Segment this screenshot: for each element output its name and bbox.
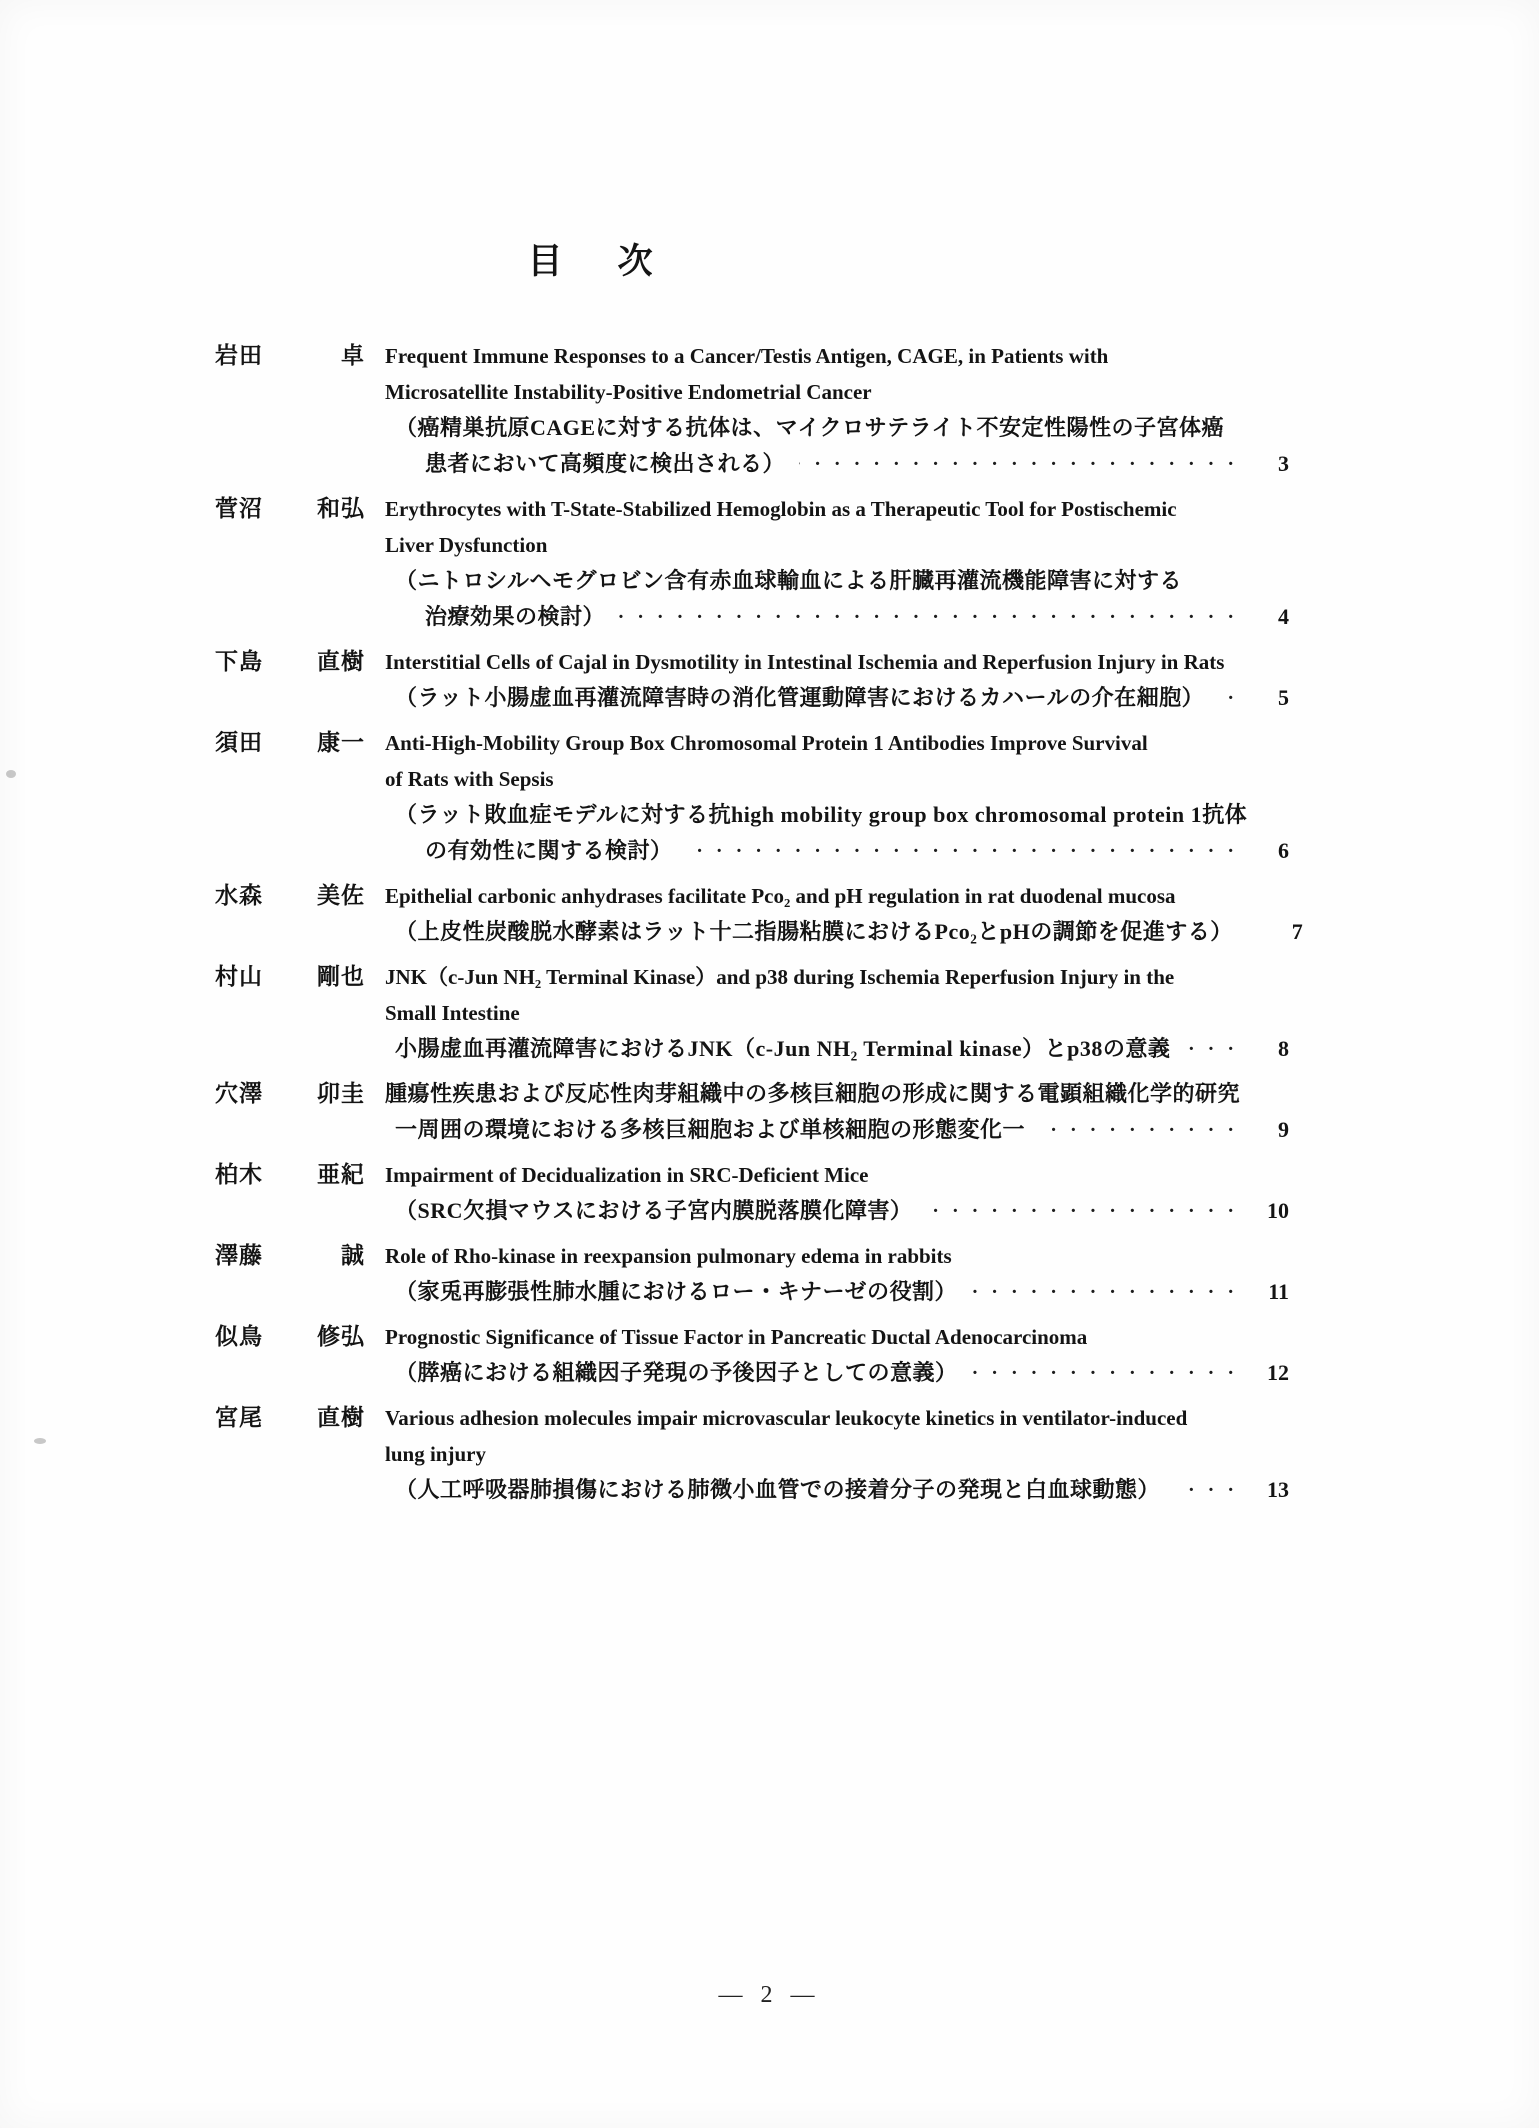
author-name-part: 亜紀 [317, 1162, 365, 1187]
entry-line-text: （ラット敗血症モデルに対する抗high mobility group box chromosomal protein 1抗体 [395, 802, 1248, 827]
entry-line-text: Liver Dysfunction [385, 533, 548, 557]
dot-leader [1218, 680, 1247, 716]
author-name-part: 卓 [341, 343, 365, 368]
page-number: 10 [1267, 1198, 1289, 1223]
entry-content [385, 878, 1303, 950]
author-name-part: 美佐 [317, 883, 365, 908]
toc-list [0, 338, 1539, 1508]
footer-page-number: — 2 — [718, 1982, 821, 2008]
entry-line-text: Anti-High-Mobility Group Box Chromosomal Protein 1 Antibodies Improve Survival [385, 731, 1148, 755]
dot-leader [619, 599, 1247, 635]
author-name-part: 直樹 [317, 1405, 365, 1430]
author-name-part: 菅沼 [215, 496, 263, 521]
toc-entry [215, 878, 1303, 950]
entry-line [385, 914, 1303, 950]
author-name-part: 柏木 [215, 1162, 263, 1187]
toc-entry [215, 1157, 1289, 1229]
author-name [215, 725, 365, 761]
entry-line [385, 1193, 1289, 1229]
author-name [215, 1157, 365, 1193]
entry-content [385, 1400, 1289, 1508]
entry-line-text: of Rats with Sepsis [385, 767, 554, 791]
page-number: 13 [1267, 1477, 1289, 1502]
entry-line [385, 1355, 1289, 1391]
entry-line [385, 491, 1289, 527]
toc-entry [215, 644, 1289, 716]
author-name [215, 1400, 365, 1436]
author-name-part: 須田 [215, 730, 263, 755]
entry-line [385, 599, 1289, 635]
page-number: 11 [1268, 1279, 1289, 1304]
entry-content [385, 1238, 1289, 1310]
entry-line-text: 一周囲の環境における多核巨細胞および単核細胞の形態変化一 [395, 1117, 1026, 1142]
entry-content [385, 338, 1289, 482]
entry-content [385, 1157, 1289, 1229]
entry-line [385, 995, 1289, 1031]
entry-line-text: Frequent Immune Responses to a Cancer/Testis Antigen, CAGE, in Patients with [385, 344, 1109, 368]
dot-leader [926, 1193, 1247, 1229]
page-number: 5 [1278, 685, 1289, 710]
author-name-part: 修弘 [317, 1324, 365, 1349]
entry-content [385, 491, 1289, 635]
author-name [215, 491, 365, 527]
toc-entry [215, 1238, 1289, 1310]
author-name-part: 似鳥 [215, 1324, 263, 1349]
dot-leader [1247, 914, 1261, 950]
entry-line [385, 338, 1289, 374]
toc-entry [215, 1319, 1289, 1391]
entry-line [385, 563, 1289, 599]
entry-line [385, 1031, 1289, 1067]
entry-line [385, 725, 1289, 761]
entry-line-text: Microsatellite Instability-Positive Endometrial Cancer [385, 380, 872, 404]
entry-line-text: Impairment of Decidualization in SRC-Deficient Mice [385, 1163, 869, 1187]
entry-line [385, 644, 1289, 680]
author-name [215, 878, 365, 914]
author-name-part: 水森 [215, 883, 263, 908]
scan-artifact [34, 1438, 46, 1444]
entry-line [385, 527, 1289, 563]
entry-line [385, 446, 1289, 482]
entry-line [385, 797, 1289, 833]
entry-line-text: Epithelial carbonic anhydrases facilitate Pco₂ and pH regulation in rat duodenal mucosa [385, 884, 1176, 908]
entry-line-text: （ニトロシルヘモグロビン含有赤血球輸血による肝臓再灌流機能障害に対する [395, 568, 1182, 593]
entry-line-text: Erythrocytes with T-State-Stabilized Hemoglobin as a Therapeutic Tool for Postischemic [385, 497, 1177, 521]
entry-line [385, 761, 1289, 797]
author-name-part: 村山 [215, 964, 263, 989]
entry-line [385, 1319, 1289, 1355]
entry-content [385, 644, 1289, 716]
page-number: 6 [1278, 838, 1289, 863]
entry-line-text: （膵癌における組織因子発現の予後因子としての意義） [395, 1360, 958, 1385]
author-name-part: 穴澤 [215, 1081, 263, 1106]
author-name-part: 直樹 [317, 649, 365, 674]
entry-line-text: の有効性に関する検討） [425, 838, 673, 863]
entry-line-text: （ラット小腸虚血再灌流障害時の消化管運動障害におけるカハールの介在細胞） [395, 685, 1205, 710]
entry-content [385, 725, 1289, 869]
entry-line [385, 1076, 1289, 1112]
entry-line [385, 410, 1289, 446]
entry-line [385, 1400, 1289, 1436]
page-number: 8 [1278, 1036, 1289, 1061]
entry-line-text: 患者において高頻度に検出される） [425, 451, 786, 476]
author-name [215, 1238, 365, 1274]
author-name [215, 338, 365, 374]
entry-line [385, 1112, 1289, 1148]
entry-line [385, 959, 1289, 995]
dot-leader [972, 1355, 1247, 1391]
author-name [215, 1319, 365, 1355]
entry-line-text: lung injury [385, 1442, 486, 1466]
dot-leader [687, 833, 1247, 869]
entry-line [385, 878, 1289, 914]
entry-line [385, 1472, 1289, 1508]
author-name-part: 宮尾 [215, 1405, 263, 1430]
page-number: 3 [1278, 451, 1289, 476]
entry-line-text: JNK（c-Jun NH₂ Terminal Kinase）and p38 during Ischemia Reperfusion Injury in the [385, 965, 1175, 989]
dot-leader [971, 1274, 1247, 1310]
toc-entry [215, 338, 1289, 482]
entry-line [385, 1274, 1289, 1310]
toc-entry [215, 725, 1289, 869]
author-name-part: 下島 [215, 649, 263, 674]
author-name [215, 644, 365, 680]
entry-line-text: Various adhesion molecules impair microvascular leukocyte kinetics in ventilator-induced [385, 1406, 1188, 1430]
page-number: 7 [1291, 919, 1303, 944]
entry-line-text: （SRC欠損マウスにおける子宮内膜脱落膜化障害） [395, 1198, 913, 1223]
page-number: 9 [1278, 1117, 1289, 1142]
entry-line [385, 680, 1289, 716]
author-name-part: 澤藤 [215, 1243, 263, 1268]
author-name-part: 康一 [317, 730, 365, 755]
entry-line [385, 833, 1289, 869]
entry-line-text: （癌精巣抗原CAGEに対する抗体は、マイクロサテライト不安定性陽性の子宮体癌 [395, 415, 1225, 440]
entry-line-text: （家兎再膨張性肺水腫におけるロー・キナーゼの役割） [395, 1279, 958, 1304]
entry-line-text: （人工呼吸器肺損傷における肺微小血管での接着分子の発現と白血球動態） [395, 1477, 1161, 1502]
toc-entry [215, 959, 1289, 1067]
entry-content [385, 959, 1289, 1067]
toc-entry [215, 1400, 1289, 1508]
entry-line [385, 1238, 1289, 1274]
entry-line-text: Role of Rho-kinase in reexpansion pulmonary edema in rabbits [385, 1244, 952, 1268]
author-name-part: 剛也 [317, 964, 365, 989]
author-name-part: 卯圭 [317, 1081, 365, 1106]
author-name-part: 誠 [341, 1243, 365, 1268]
entry-line-text: Small Intestine [385, 1001, 520, 1025]
entry-line-text: 腫瘍性疾患および反応性肉芽組織中の多核巨細胞の形成に関する電顕組織化学的研究 [385, 1081, 1241, 1106]
dot-leader [1039, 1112, 1247, 1148]
author-name-part: 岩田 [215, 343, 263, 368]
page-number: 12 [1267, 1360, 1289, 1385]
entry-line-text: Interstitial Cells of Cajal in Dysmotility in Intestinal Ischemia and Reperfusion Injury in Rats [385, 650, 1225, 674]
author-name [215, 959, 365, 995]
page-title: 目 次 [527, 242, 663, 281]
entry-line-text: Prognostic Significance of Tissue Factor in Pancreatic Ductal Adenocarcinoma [385, 1325, 1088, 1349]
entry-line [385, 1157, 1289, 1193]
entry-line [385, 1436, 1289, 1472]
entry-line-text: 小腸虚血再灌流障害におけるJNK（c-Jun NH₂ Terminal kinase）とp38の意義 [395, 1036, 1171, 1061]
entry-line-text: （上皮性炭酸脱水酵素はラット十二指腸粘膜におけるPco₂とpHの調節を促進する） [395, 919, 1233, 944]
entry-content [385, 1319, 1289, 1391]
scan-artifact [6, 770, 16, 778]
dot-leader [1184, 1031, 1247, 1067]
entry-content [385, 1076, 1289, 1148]
author-name-part: 和弘 [317, 496, 365, 521]
page-number: 4 [1278, 604, 1289, 629]
toc-entry [215, 1076, 1289, 1148]
entry-line-text: 治療効果の検討） [425, 604, 606, 629]
author-name [215, 1076, 365, 1112]
entry-line [385, 374, 1289, 410]
dot-leader [1174, 1472, 1247, 1508]
dot-leader [799, 446, 1247, 482]
toc-entry [215, 491, 1289, 635]
